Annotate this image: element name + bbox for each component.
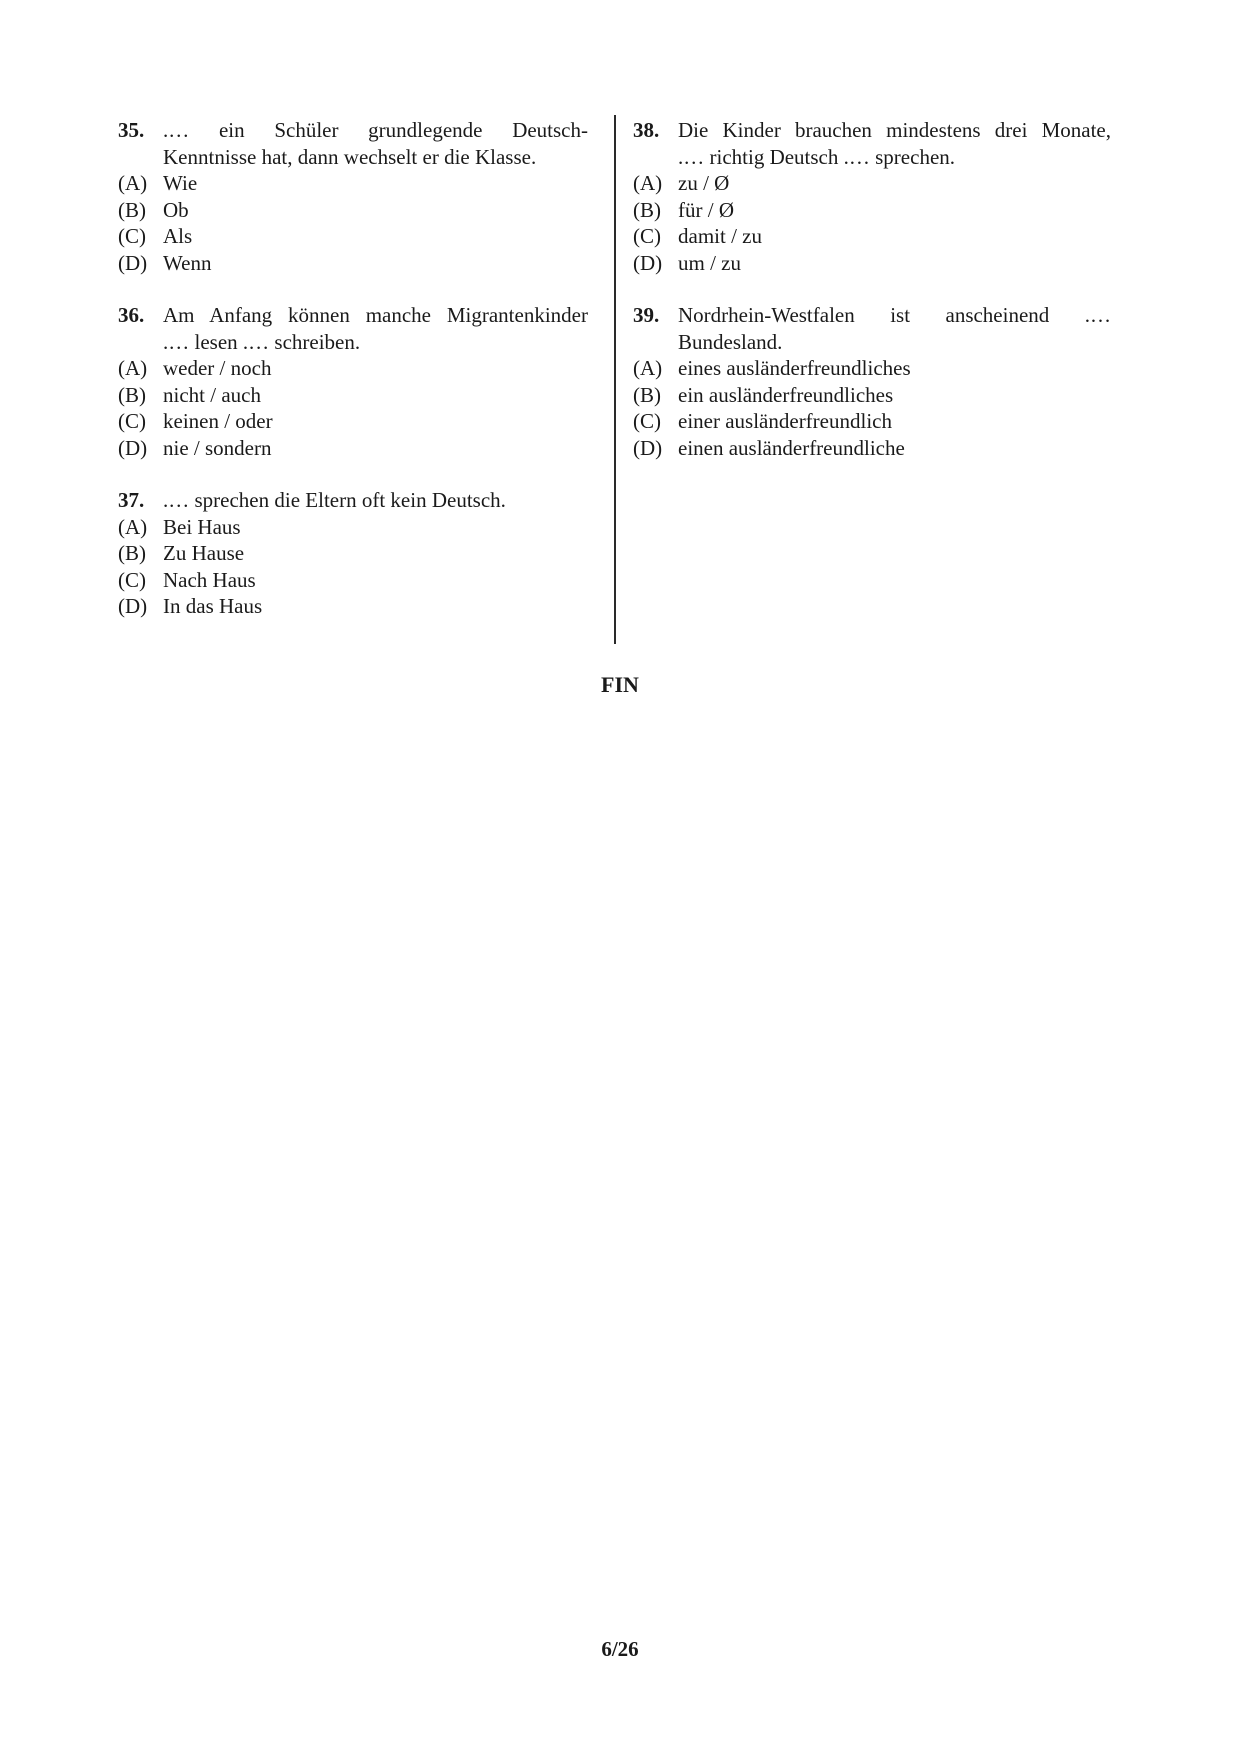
question-text-line: .… lesen .… schreiben. (163, 329, 361, 354)
option-letter: (C) (633, 224, 661, 248)
question-number: 38. (633, 118, 660, 142)
question-text (163, 487, 588, 514)
option-b[interactable] (118, 197, 588, 224)
option-text: ein ausländerfreundliches (678, 382, 894, 407)
option-b[interactable] (118, 382, 588, 409)
left-column (118, 117, 588, 646)
option-text: eines ausländerfreundliches (678, 356, 911, 380)
option-letter: (C) (118, 224, 146, 248)
right-column (633, 117, 1111, 487)
option-text: Ob (163, 197, 189, 222)
question-text-line: Kenntnisse hat, dann wechselt er die Klasse. (163, 144, 537, 169)
question-text (163, 302, 588, 355)
option-letter: (B) (118, 541, 146, 565)
option-text: Wie (163, 171, 198, 195)
option-text: um / zu (678, 250, 741, 275)
option-b[interactable] (633, 382, 1111, 409)
question-text-line: .… richtig Deutsch .… sprechen. (678, 144, 956, 169)
option-d[interactable] (633, 250, 1111, 277)
option-d[interactable] (118, 250, 588, 277)
question-text (163, 117, 588, 170)
option-b[interactable] (118, 540, 588, 567)
question-37 (118, 487, 588, 620)
question-text (678, 117, 1111, 170)
option-letter: (A) (633, 356, 663, 380)
option-d[interactable] (118, 593, 588, 620)
question-number: 37. (118, 488, 145, 512)
option-letter: (A) (118, 356, 148, 380)
column-divider (614, 115, 616, 644)
option-a[interactable] (633, 355, 1111, 382)
option-text: Als (163, 224, 193, 248)
option-letter: (D) (633, 250, 663, 275)
option-letter: (B) (118, 382, 146, 407)
option-letter: (A) (118, 514, 148, 539)
option-text: für / Ø (678, 197, 734, 222)
question-text (678, 302, 1111, 355)
option-text: einen ausländerfreundliche (678, 435, 905, 460)
option-d[interactable] (118, 435, 588, 462)
option-text: weder / noch (163, 356, 272, 380)
option-letter: (D) (118, 250, 148, 275)
option-text: keinen / oder (163, 409, 273, 433)
option-letter: (A) (633, 171, 663, 195)
option-letter: (D) (118, 594, 148, 618)
option-text: nicht / auch (163, 382, 261, 407)
option-letter: (C) (633, 409, 661, 433)
option-text: damit / zu (678, 224, 762, 248)
option-letter: (B) (633, 382, 661, 407)
question-text-line: .… ein Schüler grundlegende Deutsch- (163, 118, 588, 142)
option-letter: (D) (633, 435, 663, 460)
question-number: 39. (633, 303, 660, 327)
question-36 (118, 302, 588, 461)
question-35 (118, 117, 588, 276)
option-text: Nach Haus (163, 567, 256, 592)
option-b[interactable] (633, 197, 1111, 224)
question-text-line: Bundesland. (678, 329, 783, 354)
question-38 (633, 117, 1111, 276)
option-text: einer ausländerfreundlich (678, 409, 892, 433)
question-number: 36. (118, 303, 145, 327)
option-c[interactable] (633, 223, 1111, 250)
question-39 (633, 302, 1111, 461)
end-marker: FIN (601, 672, 639, 697)
question-text-line: Nordrhein-Westfalen ist anscheinend .… (678, 303, 1111, 327)
option-a[interactable] (118, 514, 588, 541)
option-d[interactable] (633, 435, 1111, 462)
option-text: Zu Hause (163, 541, 245, 565)
page-number: 6/26 (601, 1637, 639, 1661)
option-letter: (D) (118, 435, 148, 460)
option-a[interactable] (118, 355, 588, 382)
question-text-line: Am Anfang können manche Migrantenkinder (163, 303, 588, 327)
question-number: 35. (118, 118, 145, 142)
question-text-line: Die Kinder brauchen mindestens drei Monate, (678, 118, 1111, 142)
option-c[interactable] (118, 223, 588, 250)
option-text: Bei Haus (163, 514, 241, 539)
option-text: zu / Ø (678, 171, 730, 195)
option-c[interactable] (633, 408, 1111, 435)
option-a[interactable] (633, 170, 1111, 197)
option-letter: (B) (633, 197, 661, 222)
option-letter: (A) (118, 171, 148, 195)
option-a[interactable] (118, 170, 588, 197)
question-text-line: .… sprechen die Eltern oft kein Deutsch. (163, 488, 506, 512)
option-c[interactable] (118, 408, 588, 435)
option-text: In das Haus (163, 594, 263, 618)
option-text: nie / sondern (163, 435, 272, 460)
option-c[interactable] (118, 567, 588, 594)
option-letter: (C) (118, 567, 146, 592)
option-letter: (C) (118, 409, 146, 433)
option-text: Wenn (163, 250, 212, 275)
option-letter: (B) (118, 197, 146, 222)
